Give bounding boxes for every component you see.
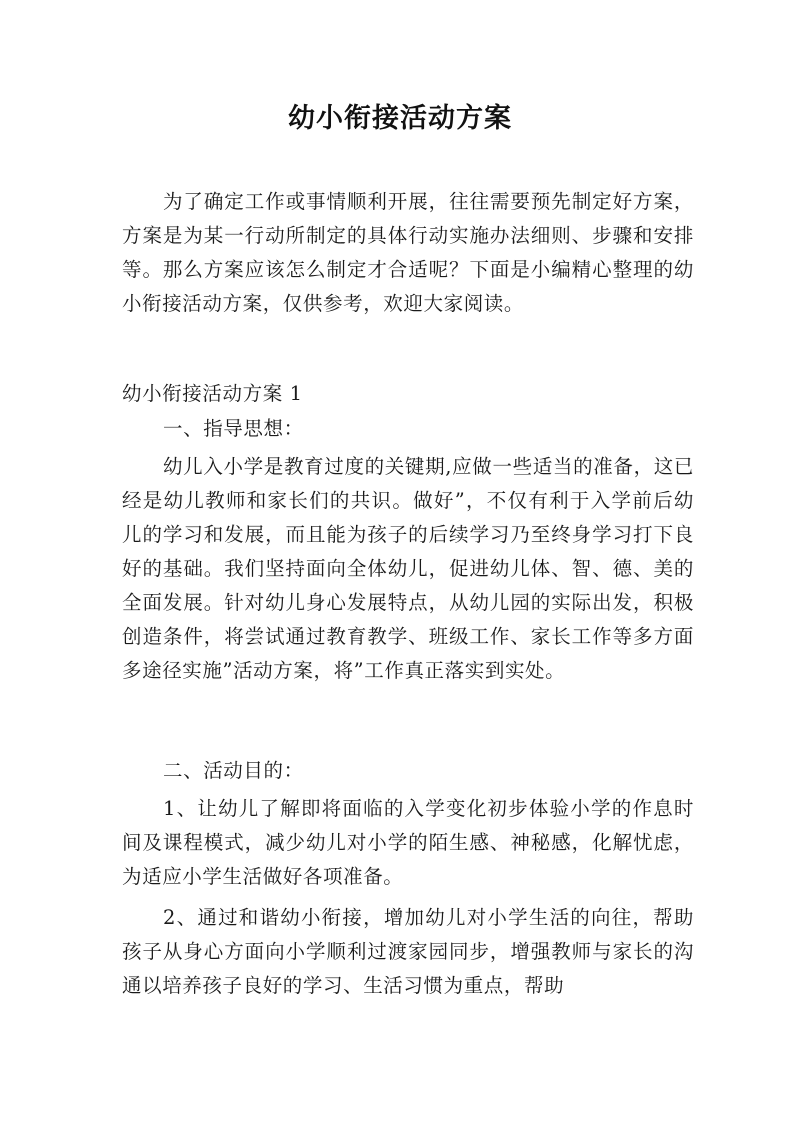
heading-activity-purpose: 二、活动目的： <box>163 759 304 782</box>
document-title: 幼小衔接活动方案 <box>288 103 512 134</box>
intro-paragraph: 为了确定工作或事情顺利开展，往往需要预先制定好方案，方案是为某一行动所制定的具体行动实施办法细则、步骤和安排等。那么方案应该怎么制定才合适呢？下面是小编精心整理的幼小衔接活动方案，仅供参考，欢迎大家阅读。 <box>122 190 694 315</box>
section-title: 幼小衔接活动方案 1 <box>122 382 303 405</box>
purpose-item-1: 1、让幼儿了解即将面临的入学变化初步体验小学的作息时间及课程模式，减少幼儿对小学的陌生感、神秘感，化解忧虑，为适应小学生活做好各项准备。 <box>122 797 694 888</box>
heading-guiding-ideology: 一、指导思想： <box>163 417 304 440</box>
purpose-item-2: 2、通过和谐幼小衔接，增加幼儿对小学生活的向往，帮助孩子从身心方面向小学顺利过渡家园同步，增强教师与家长的沟通以培养孩子良好的学习、生活习惯为重点，帮助 <box>122 906 694 997</box>
paragraph-guiding-ideology: 幼儿入小学是教育过度的关键期,应做一些适当的准备，这已经是幼儿教师和家长们的共识。做好”，不仅有利于入学前后幼儿的学习和发展，而且能为孩子的后续学习乃至终身学习打下良好的基础。我们坚持面向全体幼儿，促进幼儿体、智、德、美的全面发展。针对幼儿身心发展特点，从幼儿园的实际出发，积极创造条件，将尝试通过教育教学、班级工作、家长工作等多方面多途径实施”活动方案，将”工作真正落实到实处。 <box>122 455 694 682</box>
